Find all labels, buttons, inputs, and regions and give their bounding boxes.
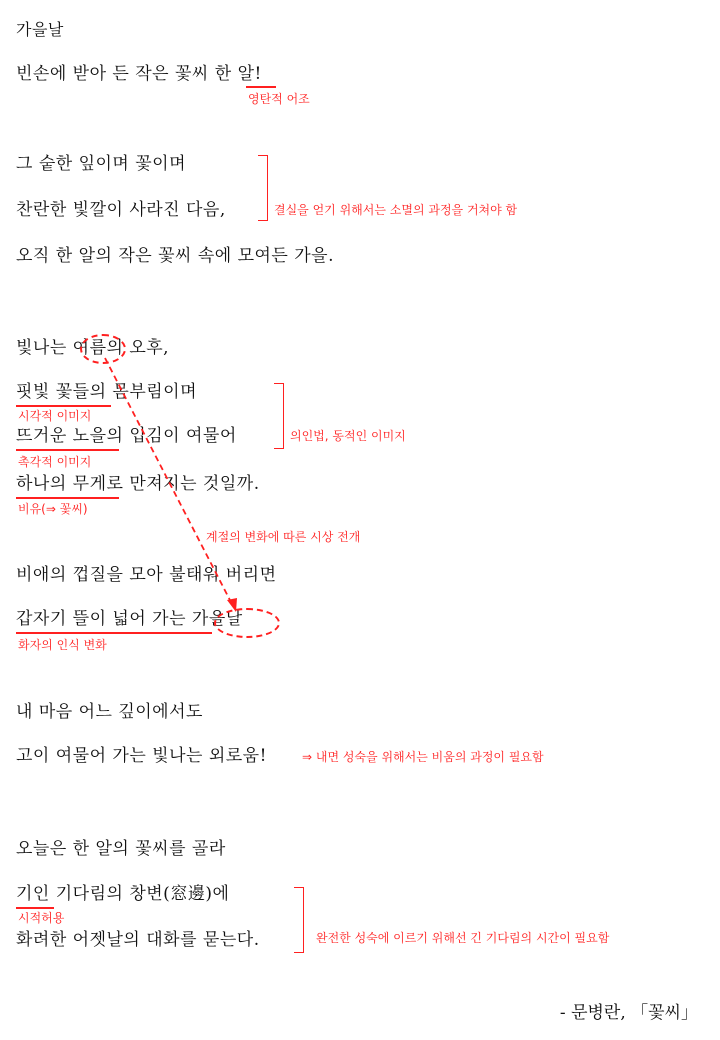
poem-line-11: 내 마음 어느 깊이에서도 bbox=[16, 702, 203, 722]
annotation-personification: 의인법, 동적인 이미지 bbox=[290, 429, 406, 443]
poem-line-13: 오늘은 한 알의 꽃씨를 골라 bbox=[16, 839, 226, 859]
poem-line-8: 하나의 무게로 만져지는 것일까. bbox=[16, 474, 260, 494]
poem-line-6: 핏빛 꽃들의 몸부림이며 bbox=[16, 382, 198, 402]
annotation-extinction: 결실을 얻기 위해서는 소멸의 과정을 거쳐야 함 bbox=[274, 203, 518, 217]
annotation-maturity: ⇒ 내면 성숙을 위해서는 비움의 과정이 필요함 bbox=[302, 750, 544, 764]
poem-line-4: 오직 한 알의 작은 꽃씨 속에 모여든 가을. bbox=[16, 246, 334, 266]
annotation-waiting: 완전한 성숙에 이르기 위해선 긴 기다림의 시간이 필요함 bbox=[316, 931, 610, 945]
poem-line-14: 기인 기다림의 창변(窓邊)에 bbox=[16, 884, 230, 904]
poem-line-12: 고이 여물어 가는 빛나는 외로움! bbox=[16, 746, 267, 766]
poem-line-7: 뜨거운 노을의 입김이 여물어 bbox=[16, 426, 237, 446]
annotation-tactile-image: 촉각적 이미지 bbox=[18, 455, 92, 469]
poem-line-10: 갑자기 뜰이 넓어 가는 가을날 bbox=[16, 609, 243, 629]
poem-line-2: 그 숱한 잎이며 꽃이며 bbox=[16, 154, 187, 174]
annotation-poetic-license: 시적허용 bbox=[18, 911, 65, 925]
poem-line-1: 빈손에 받아 든 작은 꽃씨 한 알! bbox=[16, 64, 262, 84]
poem-line-3: 찬란한 빛깔이 사라진 다음, bbox=[16, 200, 226, 220]
annotation-metaphor: 비유(⇒ 꽃씨) bbox=[18, 502, 88, 516]
annotation-visual-image: 시각적 이미지 bbox=[18, 409, 92, 423]
poem-line-9: 비애의 껍질을 모아 불태워 버리면 bbox=[16, 565, 277, 585]
annotation-exclamation: 영탄적 어조 bbox=[248, 92, 310, 106]
poem-title: 가을날 bbox=[16, 20, 64, 39]
poem-line-15: 화려한 어젯날의 대화를 묻는다. bbox=[16, 930, 260, 950]
poem-author: - 문병란, 「꽃씨」 bbox=[559, 1003, 698, 1023]
poem-line-5: 빛나는 여름의 오후, bbox=[16, 338, 170, 358]
annotation-season-change: 계절의 변화에 따른 시상 전개 bbox=[206, 530, 361, 544]
annotation-speaker-change: 화자의 인식 변화 bbox=[18, 638, 107, 652]
